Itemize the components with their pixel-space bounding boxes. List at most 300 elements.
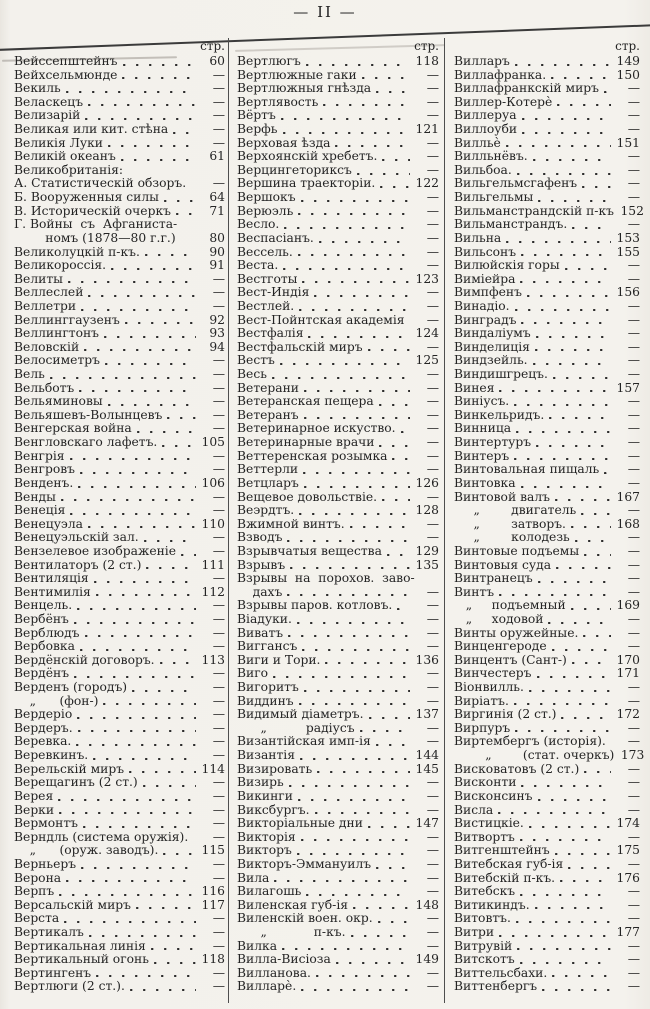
entry-page-number: 135 bbox=[415, 557, 439, 572]
index-entry bbox=[454, 790, 640, 804]
index-entry bbox=[14, 164, 225, 178]
dot-leader bbox=[528, 354, 614, 368]
entry-page-number: — bbox=[627, 367, 640, 382]
dot-leader bbox=[116, 150, 199, 164]
entry-page-number: 175 bbox=[616, 843, 640, 858]
index-entry bbox=[237, 912, 439, 926]
dot-leader bbox=[348, 899, 413, 913]
entry-page-number: — bbox=[212, 625, 225, 640]
dot-leader bbox=[522, 286, 614, 300]
dot-leader bbox=[131, 899, 199, 913]
entry-title: Вилюйскія горы bbox=[454, 258, 560, 273]
index-entry bbox=[14, 804, 225, 818]
index-entry bbox=[237, 436, 439, 450]
entry-page-number: 168 bbox=[616, 516, 640, 531]
index-entry bbox=[14, 885, 225, 899]
dot-leader bbox=[515, 885, 614, 899]
index-entry bbox=[454, 436, 640, 450]
entry-title: Виллер-Котерѐ bbox=[454, 94, 553, 109]
entry-title: Винтовальная пищаль bbox=[454, 462, 600, 477]
entry-page-number: — bbox=[627, 503, 640, 518]
entry-title: Верхоянскій хребетъ. bbox=[237, 149, 378, 164]
entry-title: Велосиметръ bbox=[14, 353, 100, 368]
entry-page-number: 136 bbox=[415, 652, 439, 667]
entry-page-number: — bbox=[627, 530, 640, 545]
index-entry bbox=[14, 409, 225, 423]
dot-leader bbox=[125, 980, 199, 994]
dot-leader bbox=[282, 531, 413, 545]
entry-page-number: — bbox=[212, 122, 225, 137]
index-entry bbox=[454, 354, 640, 368]
entry-page-number: 122 bbox=[415, 176, 439, 191]
entry-title: Веллетри bbox=[14, 298, 77, 313]
entry-page-number: — bbox=[212, 298, 225, 313]
entry-title: Весло. bbox=[237, 217, 280, 232]
index-entry bbox=[237, 695, 439, 709]
dot-leader bbox=[132, 422, 199, 436]
entry-page-number: — bbox=[426, 625, 439, 640]
entry-title: Вилагошь bbox=[237, 884, 302, 899]
entry-page-number: — bbox=[212, 965, 225, 980]
dot-leader bbox=[99, 327, 199, 341]
dot-leader bbox=[515, 953, 614, 967]
dot-leader bbox=[530, 899, 614, 913]
entry-title: Верельскій миръ bbox=[14, 761, 125, 776]
entry-page-number: 90 bbox=[209, 244, 225, 259]
index-entry bbox=[14, 559, 225, 573]
entry-title: Винкельридъ. bbox=[454, 407, 545, 422]
index-entry bbox=[237, 953, 439, 967]
entry-page-number: 172 bbox=[616, 707, 640, 722]
dot-leader bbox=[72, 708, 199, 722]
dot-leader bbox=[532, 667, 615, 681]
dot-leader bbox=[120, 314, 199, 328]
index-entry bbox=[14, 137, 225, 151]
dot-leader bbox=[516, 314, 614, 328]
entry-page-number: 112 bbox=[201, 584, 225, 599]
index-entry bbox=[14, 953, 225, 967]
dot-leader bbox=[331, 953, 413, 967]
entry-page-number: — bbox=[426, 884, 439, 899]
index-entry bbox=[14, 436, 225, 450]
entry-title: „ затворъ. bbox=[454, 516, 566, 531]
dot-leader bbox=[579, 545, 614, 559]
index-entry bbox=[237, 899, 439, 913]
entry-page-number: 148 bbox=[415, 897, 439, 912]
entry-title: Веспасіанъ. bbox=[237, 230, 314, 245]
entry-page-number: — bbox=[627, 176, 640, 191]
entry-page-number: — bbox=[426, 435, 439, 450]
index-entry bbox=[14, 286, 225, 300]
dot-leader bbox=[74, 382, 199, 396]
entry-page-number: 80 bbox=[209, 230, 225, 245]
entry-page-number: — bbox=[627, 625, 640, 640]
entry-page-number: — bbox=[426, 81, 439, 96]
dot-leader bbox=[296, 831, 413, 845]
entry-page-number: — bbox=[212, 611, 225, 626]
index-entry bbox=[237, 940, 439, 954]
index-entry bbox=[237, 69, 439, 83]
entry-page-number: — bbox=[212, 571, 225, 586]
dot-leader bbox=[117, 69, 199, 83]
dot-leader bbox=[570, 531, 614, 545]
entry-page-number: 113 bbox=[201, 652, 225, 667]
entry-page-number: — bbox=[212, 829, 225, 844]
entry-title: Ветеринарные врачи bbox=[237, 435, 375, 450]
entry-title: „ п-къ. bbox=[237, 925, 346, 939]
entry-title: Веласкецъ bbox=[14, 94, 84, 109]
entry-title: Виндзейль. bbox=[454, 353, 528, 368]
index-entry bbox=[454, 164, 640, 178]
entry-title: дахъ bbox=[237, 584, 283, 599]
index-entry bbox=[237, 640, 439, 654]
dot-leader bbox=[267, 368, 413, 382]
index-entry bbox=[14, 790, 225, 804]
dot-leader bbox=[284, 776, 413, 790]
index-entry bbox=[237, 708, 439, 722]
entry-title: Вестготы bbox=[237, 271, 298, 286]
entry-title: Великобританія: bbox=[14, 162, 124, 177]
index-entry bbox=[14, 722, 225, 736]
index-entry bbox=[14, 96, 225, 110]
dot-leader bbox=[56, 491, 199, 505]
entry-page-number: — bbox=[627, 108, 640, 123]
dot-leader bbox=[84, 926, 199, 940]
dot-leader bbox=[511, 912, 614, 926]
dot-leader bbox=[599, 82, 614, 96]
entry-page-number: 152 bbox=[620, 203, 644, 218]
dot-leader bbox=[186, 177, 199, 191]
index-entry bbox=[454, 203, 644, 219]
dot-leader bbox=[501, 137, 614, 151]
entry-title: Виндишгрецъ. bbox=[454, 367, 548, 382]
entry-page-number: — bbox=[426, 448, 439, 463]
entry-page-number: 110 bbox=[201, 516, 225, 531]
dot-leader bbox=[405, 314, 413, 328]
entry-title: Виміейра bbox=[454, 271, 516, 286]
dot-leader bbox=[69, 667, 199, 681]
entry-page-number: — bbox=[627, 217, 640, 232]
entry-title: Вейссепштейнъ bbox=[14, 54, 118, 68]
dot-leader bbox=[375, 177, 413, 191]
index-entry bbox=[14, 531, 225, 545]
index-entry bbox=[454, 599, 640, 613]
index-entry bbox=[237, 218, 439, 232]
entry-title: Веллингтонъ bbox=[14, 326, 99, 341]
entry-page-number: — bbox=[627, 448, 640, 463]
entry-title: Взрывчатыя вещества bbox=[237, 543, 382, 558]
entry-title: Вестфальскій миръ bbox=[237, 339, 363, 354]
entry-title: Витгенштейнъ bbox=[454, 843, 550, 858]
dot-leader bbox=[61, 872, 199, 886]
entry-title: Винты оружейные. bbox=[454, 625, 579, 640]
dot-leader bbox=[71, 735, 199, 749]
entry-page-number: — bbox=[627, 802, 640, 817]
entry-title: Вестъ bbox=[237, 353, 275, 368]
entry-title: Веэрдтъ. bbox=[237, 503, 295, 518]
index-entry bbox=[237, 191, 439, 205]
dot-leader bbox=[159, 191, 199, 205]
entry-page-number: — bbox=[627, 435, 640, 450]
dot-leader bbox=[550, 491, 614, 505]
entry-title: Вершокъ bbox=[237, 190, 296, 205]
index-entry bbox=[454, 654, 640, 668]
index-column-1 bbox=[8, 38, 228, 1003]
entry-page-number: — bbox=[627, 938, 640, 953]
entry-page-number: — bbox=[212, 462, 225, 477]
dot-leader bbox=[563, 858, 614, 872]
dot-leader bbox=[371, 858, 413, 872]
entry-title: Вертикальная линія bbox=[14, 938, 146, 953]
index-entry bbox=[237, 109, 439, 123]
entry-title: Венденъ. bbox=[14, 475, 74, 490]
index-entry bbox=[454, 450, 640, 464]
entry-title: Великолуцкій п-къ. bbox=[14, 244, 140, 259]
entry-page-number: 149 bbox=[616, 54, 640, 68]
dot-leader bbox=[494, 586, 614, 600]
entry-page-number: — bbox=[212, 81, 225, 96]
dot-leader bbox=[83, 286, 199, 300]
index-entry bbox=[14, 695, 225, 709]
entry-title: Вейхсельмюнде bbox=[14, 67, 118, 82]
index-column-3 bbox=[444, 38, 646, 1003]
dot-leader bbox=[578, 627, 614, 641]
entry-title: Вентимилія bbox=[14, 584, 91, 599]
index-entry bbox=[237, 559, 439, 573]
dot-leader bbox=[124, 763, 199, 777]
entry-page-number: — bbox=[212, 489, 225, 504]
index-entry bbox=[237, 96, 439, 110]
entry-title: Виттенбергъ bbox=[454, 979, 538, 994]
entry-title: Вистицкіе. bbox=[454, 816, 524, 831]
index-entry bbox=[237, 259, 439, 273]
dot-leader bbox=[551, 559, 614, 573]
entry-page-number: — bbox=[426, 693, 439, 708]
dot-leader bbox=[171, 205, 199, 219]
index-entry bbox=[237, 613, 439, 627]
index-entry bbox=[454, 300, 640, 314]
entry-page-number: — bbox=[212, 135, 225, 150]
entry-title: Взрывы паров. котловъ. bbox=[237, 598, 393, 613]
entry-page-number: — bbox=[627, 720, 640, 735]
dot-leader bbox=[374, 395, 413, 409]
entry-page-number: — bbox=[627, 312, 640, 327]
entry-title: Венцель. bbox=[14, 598, 73, 613]
index-entry bbox=[237, 422, 439, 436]
entry-page-number: — bbox=[426, 298, 439, 313]
entry-page-number: — bbox=[212, 856, 225, 871]
entry-title: Ветеринарное искуство. bbox=[237, 421, 396, 436]
entry-title: Веревка. bbox=[14, 734, 72, 749]
dot-leader bbox=[140, 246, 199, 260]
dot-leader bbox=[548, 368, 614, 382]
entry-title: Вилка bbox=[237, 938, 278, 953]
entry-title: Вертлявость bbox=[237, 94, 319, 109]
index-entry bbox=[454, 491, 640, 505]
dot-leader bbox=[293, 790, 413, 804]
entry-title: Взрывъ bbox=[237, 557, 286, 572]
index-entry bbox=[14, 341, 225, 355]
entry-title: Вилла-Висіоза bbox=[237, 952, 331, 967]
index-entry bbox=[14, 191, 225, 205]
entry-page-number: — bbox=[426, 108, 439, 123]
entry-page-number: — bbox=[627, 122, 640, 137]
index-entry bbox=[237, 177, 439, 191]
entry-page-number: — bbox=[212, 353, 225, 368]
entry-title: Верки bbox=[14, 802, 55, 817]
dot-leader bbox=[552, 96, 614, 110]
entry-page-number: — bbox=[627, 326, 640, 341]
dot-leader bbox=[123, 164, 199, 178]
entry-title: Вест-Пойнтская академія bbox=[237, 312, 405, 327]
dot-leader bbox=[293, 246, 413, 260]
index-entry bbox=[454, 232, 640, 246]
entry-title: Веллинггаузенъ bbox=[14, 312, 120, 327]
entry-page-number: 137 bbox=[415, 707, 439, 722]
index-entry bbox=[237, 491, 439, 505]
entry-title: Виріатъ. bbox=[454, 693, 509, 708]
dot-leader bbox=[127, 681, 199, 695]
entry-title: Веллеслей bbox=[14, 285, 84, 300]
dot-leader bbox=[296, 191, 413, 205]
entry-page-number: — bbox=[212, 788, 225, 803]
entry-page-number: — bbox=[426, 407, 439, 422]
entry-page-number: — bbox=[627, 543, 640, 558]
dot-leader bbox=[309, 286, 413, 300]
index-entry bbox=[454, 926, 640, 940]
index-entry bbox=[237, 164, 439, 178]
entry-title: Версальскій миръ bbox=[14, 897, 131, 912]
entry-page-number: 118 bbox=[201, 952, 225, 967]
entry-page-number: — bbox=[426, 285, 439, 300]
entry-title: Вёртъ bbox=[237, 108, 276, 123]
entry-title: Винница bbox=[454, 421, 512, 436]
index-entry bbox=[454, 844, 640, 858]
index-entry bbox=[454, 477, 640, 491]
dot-leader bbox=[301, 55, 413, 69]
dot-leader bbox=[294, 300, 413, 314]
dot-leader bbox=[533, 572, 614, 586]
index-entry bbox=[14, 844, 225, 858]
dot-leader bbox=[176, 545, 199, 559]
index-entry bbox=[237, 246, 439, 260]
entry-title: Винчестеръ bbox=[454, 666, 532, 681]
dot-leader bbox=[556, 708, 614, 722]
index-entry bbox=[454, 273, 640, 287]
entry-page-number: — bbox=[426, 67, 439, 82]
entry-page-number: — bbox=[426, 734, 439, 749]
entry-page-number: 105 bbox=[201, 435, 225, 450]
entry-page-number: 173 bbox=[620, 748, 645, 763]
index-entry bbox=[237, 382, 439, 396]
entry-title: Вельяшевъ-Волынцевъ bbox=[14, 407, 163, 422]
index-entry bbox=[237, 599, 439, 613]
entry-page-number: 111 bbox=[201, 557, 225, 572]
dot-leader bbox=[494, 382, 614, 396]
index-entry bbox=[14, 246, 225, 260]
entry-title: Винтеръ bbox=[454, 448, 510, 463]
entry-title: Виватъ bbox=[237, 625, 284, 640]
index-entry bbox=[454, 667, 640, 681]
index-entry bbox=[237, 286, 439, 300]
entry-title: Викторіальные дни bbox=[237, 816, 363, 831]
entry-page-number: — bbox=[426, 162, 439, 177]
entry-page-number: — bbox=[212, 748, 225, 763]
entry-page-number: — bbox=[426, 312, 439, 327]
entry-page-number: — bbox=[212, 925, 225, 939]
index-entry bbox=[454, 69, 640, 83]
index-entry bbox=[14, 640, 225, 654]
index-entry bbox=[454, 572, 640, 586]
index-entry bbox=[237, 123, 439, 137]
entry-title: Верблюдъ bbox=[14, 625, 80, 640]
dot-leader bbox=[512, 164, 614, 178]
index-entry bbox=[14, 354, 225, 368]
entry-page-number: 155 bbox=[616, 244, 640, 259]
entry-title: Великороссія. bbox=[14, 258, 107, 273]
entry-title: Вессель. bbox=[237, 244, 293, 259]
index-entry bbox=[454, 559, 640, 573]
entry-page-number: 93 bbox=[209, 326, 225, 341]
index-entry bbox=[454, 940, 640, 954]
entry-title: Г. Войны съ Афганиста- bbox=[14, 217, 178, 232]
entry-page-number: 71 bbox=[209, 203, 225, 218]
dot-leader bbox=[296, 980, 413, 994]
index-entry bbox=[14, 395, 225, 409]
dot-leader bbox=[314, 232, 413, 246]
dot-leader bbox=[543, 613, 614, 627]
index-entry bbox=[14, 967, 225, 981]
entry-page-number: 171 bbox=[616, 666, 640, 681]
entry-title: „ ходовой bbox=[454, 611, 544, 626]
entry-title: Вирпуръ bbox=[454, 720, 511, 735]
entry-title: Великая или кит. стѣна bbox=[14, 122, 169, 137]
entry-title: Витикиндъ. bbox=[454, 897, 530, 912]
index-entry bbox=[14, 450, 225, 464]
index-entry bbox=[14, 232, 225, 246]
dot-leader bbox=[157, 436, 199, 450]
dot-leader bbox=[177, 218, 199, 232]
index-entry bbox=[454, 912, 640, 926]
dot-leader bbox=[346, 926, 414, 940]
index-entry bbox=[237, 545, 439, 559]
entry-page-number: — bbox=[627, 584, 640, 599]
dot-leader bbox=[493, 804, 614, 818]
entry-title: Венецуэла bbox=[14, 516, 83, 531]
dot-leader bbox=[318, 96, 413, 110]
entry-title: Вершина траекторіи. bbox=[237, 176, 376, 191]
entry-page-number: 91 bbox=[209, 258, 225, 273]
index-entry bbox=[454, 123, 640, 137]
entry-page-number: 153 bbox=[616, 230, 640, 245]
dot-leader bbox=[614, 749, 618, 763]
index-entry bbox=[237, 150, 439, 164]
dot-leader bbox=[76, 300, 199, 314]
index-entry bbox=[454, 150, 640, 164]
entry-page-number: 156 bbox=[616, 285, 640, 300]
index-entry bbox=[14, 327, 225, 341]
dot-leader bbox=[80, 627, 199, 641]
index-entry bbox=[454, 177, 640, 191]
index-entry bbox=[454, 518, 640, 532]
entry-title: Верцингеториксъ bbox=[237, 162, 352, 177]
index-entry bbox=[454, 627, 640, 641]
dot-leader bbox=[294, 504, 413, 518]
dot-leader bbox=[91, 586, 199, 600]
index-entry bbox=[14, 218, 225, 232]
entry-page-number: — bbox=[627, 788, 640, 803]
index-entry bbox=[454, 748, 645, 763]
